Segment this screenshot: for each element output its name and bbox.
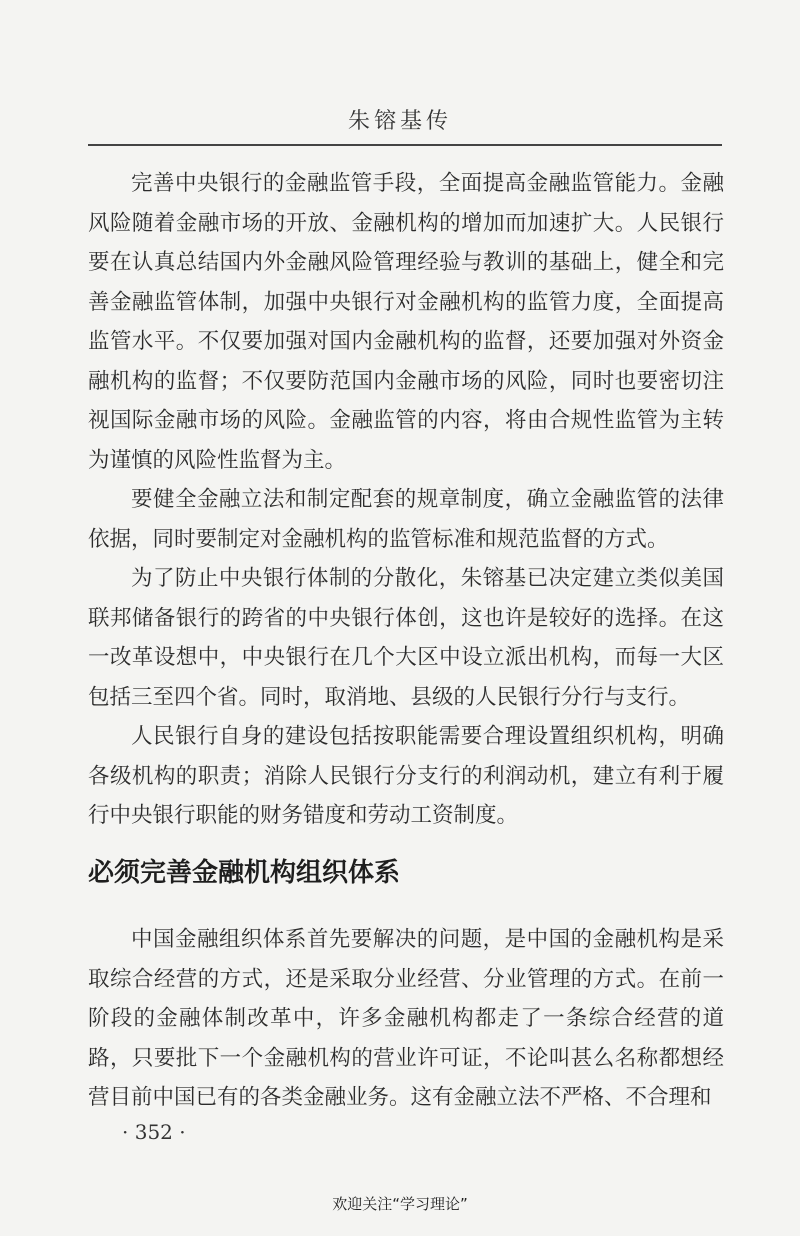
paragraph: 完善中央银行的金融监管手段，全面提高金融监管能力。金融风险随着金融市场的开放、金融机构的增加而加速扩大。人民银行要在认真总结国内外金融风险管理经验与教训的基础上，健全和完善金融监管体制，加强中央银行对金融机构的监管力度，全面提高监管水平。不仅要加强对国内金融机构的监督，还要加强对外资金融机构的监督；不仅要防范国内金融市场的风险，同时也要密切注视国际金融市场的风险。金融监管的内容，将由合规性监管为主转为谨慎的风险性监督为主。 bbox=[88, 171, 724, 473]
page-number: · 352 · bbox=[122, 1120, 186, 1144]
body-text-bottom bbox=[88, 920, 724, 1118]
header-rule bbox=[88, 144, 722, 146]
body-text-top bbox=[88, 164, 724, 836]
footer-note: 欢迎关注“学习理论” bbox=[332, 1195, 468, 1213]
paragraph: 中国金融组织体系首先要解决的问题，是中国的金融机构是采取综合经营的方式，还是采取分业经营、分业管理的方式。在前一阶段的金融体制改革中，许多金融机构都走了一条综合经营的道路，只要批下一个金融机构的营业许可证，不论叫甚么名称都想经营目前中国已有的各类金融业务。这有金融立法不严格、不合理和 bbox=[88, 927, 724, 1110]
paragraph: 要健全金融立法和制定配套的规章制度，确立金融监管的法律依据，同时要制定对金融机构的监管标准和规范监督的方式。 bbox=[88, 487, 724, 552]
section-heading: 必须完善金融机构组织体系 bbox=[88, 858, 401, 888]
paragraph: 人民银行自身的建设包括按职能需要合理设置组织机构，明确各级机构的职责；消除人民银行分支行的利润动机，建立有利于履行中央银行职能的财务错度和劳动工资制度。 bbox=[88, 724, 724, 828]
paragraph: 为了防止中央银行体制的分散化，朱镕基已决定建立类似美国联邦储备银行的跨省的中央银行体创，这也许是较好的选择。在这一改革设想中，中央银行在几个大区中设立派出机构，而每一大区包括三至四个省。同时，取消地、县级的人民银行分行与支行。 bbox=[88, 566, 724, 710]
running-header: 朱镕基传 bbox=[347, 109, 452, 134]
